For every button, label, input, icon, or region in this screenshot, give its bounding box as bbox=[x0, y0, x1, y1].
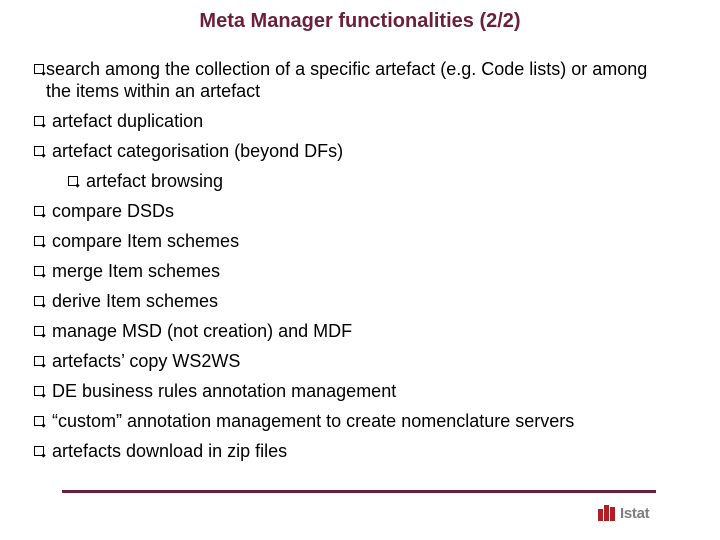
checkbox-bullet-icon bbox=[34, 266, 44, 276]
bullet-text: artefacts’ copy WS2WS bbox=[52, 351, 241, 371]
bullet-item bbox=[34, 410, 674, 432]
bullet-text: artefacts download in zip files bbox=[52, 441, 288, 461]
bullet-item bbox=[34, 200, 674, 222]
istat-logo-icon bbox=[598, 505, 616, 521]
bullet-item bbox=[34, 58, 674, 102]
checkbox-bullet-icon bbox=[34, 326, 44, 336]
bullet-text: compare Item schemes bbox=[52, 231, 240, 251]
bullet-text: merge Item schemes bbox=[52, 261, 221, 281]
footer-divider bbox=[62, 490, 656, 493]
bullet-text: artefact categorisation (beyond DFs) bbox=[52, 141, 344, 161]
checkbox-bullet-icon bbox=[34, 116, 44, 126]
bullet-item bbox=[34, 440, 674, 462]
checkbox-bullet-icon bbox=[34, 146, 44, 156]
bullet-text: search among the collection of a specific artefact (e.g. Code lists) or among the items within an artefact bbox=[46, 59, 648, 101]
bullet-item bbox=[34, 170, 674, 192]
checkbox-bullet-icon bbox=[34, 356, 44, 366]
checkbox-bullet-icon bbox=[34, 296, 44, 306]
checkbox-bullet-icon bbox=[34, 236, 44, 246]
bullet-text: DE business rules annotation management bbox=[52, 381, 397, 401]
bullet-text: compare DSDs bbox=[52, 201, 175, 221]
bullet-item bbox=[34, 110, 674, 132]
logo-text: Istat bbox=[620, 504, 650, 522]
bullet-item bbox=[34, 290, 674, 312]
bullet-list bbox=[34, 58, 674, 470]
bullet-item bbox=[34, 320, 674, 342]
bullet-item bbox=[34, 260, 674, 282]
checkbox-bullet-icon bbox=[34, 446, 44, 456]
bullet-text: artefact duplication bbox=[52, 111, 204, 131]
istat-logo bbox=[598, 504, 649, 522]
bullet-item bbox=[34, 350, 674, 372]
checkbox-bullet-icon bbox=[34, 386, 44, 396]
checkbox-bullet-icon bbox=[34, 64, 44, 74]
bullet-text: “custom” annotation management to create nomenclature servers bbox=[52, 411, 575, 431]
bullet-item bbox=[34, 230, 674, 252]
slide-title: Meta Manager functionalities (2/2) bbox=[199, 10, 521, 32]
bullet-text: artefact browsing bbox=[86, 171, 224, 191]
bullet-text: derive Item schemes bbox=[52, 291, 219, 311]
checkbox-bullet-icon bbox=[34, 416, 44, 426]
checkbox-bullet-icon bbox=[68, 176, 78, 186]
bullet-item bbox=[34, 380, 674, 402]
bullet-text: manage MSD (not creation) and MDF bbox=[52, 321, 353, 341]
bullet-item bbox=[34, 140, 674, 162]
checkbox-bullet-icon bbox=[34, 206, 44, 216]
